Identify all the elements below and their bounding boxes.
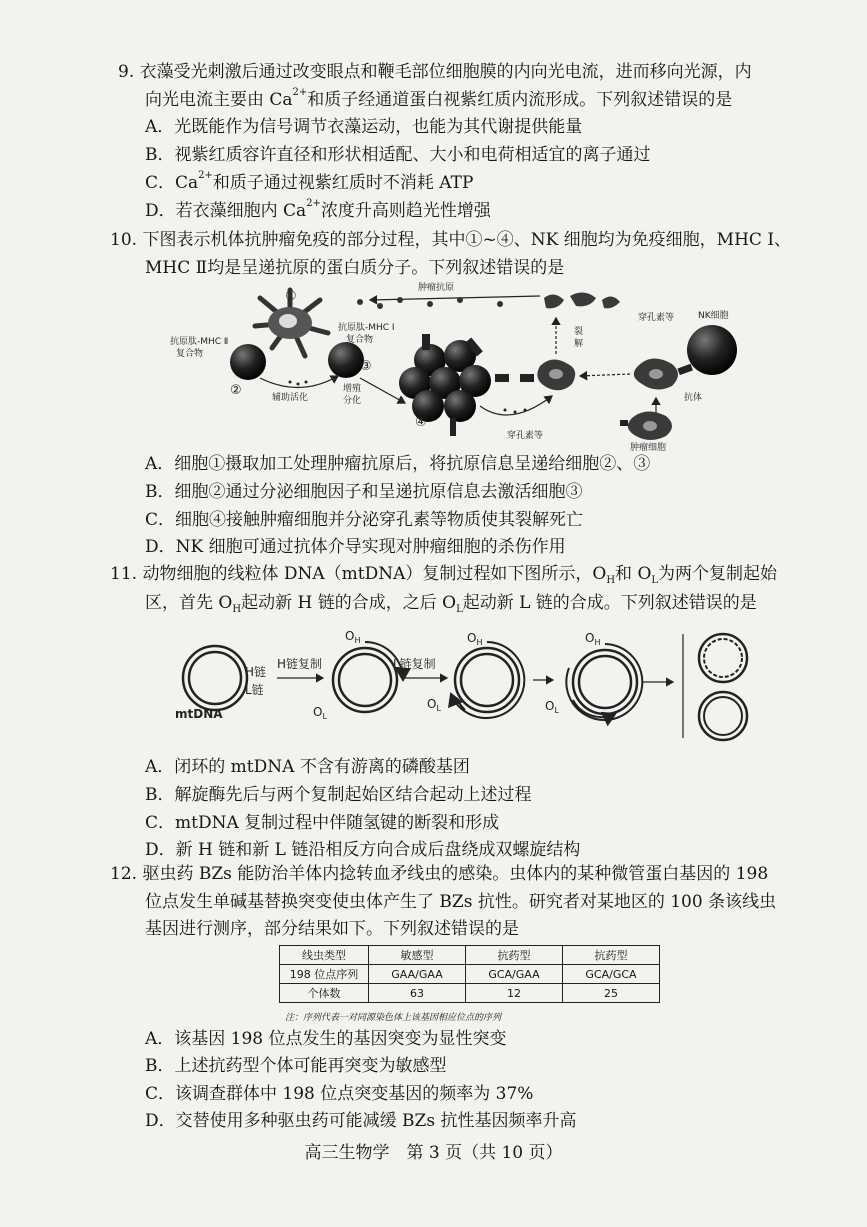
label-lysis-1: 裂 [574, 327, 584, 337]
table-row [280, 946, 660, 965]
table-cell: GCA/GCA [563, 965, 660, 984]
tumor-cell-right-icon [634, 358, 693, 389]
label-ol-3: $O_L$ [545, 699, 559, 715]
table-note: 注：序列代表一对同源染色体上该基因相应位点的序列 [285, 1013, 502, 1023]
label-cell-1: ① [285, 289, 297, 304]
q9-option-c [145, 171, 473, 195]
label-h-replication: H链复制 [277, 657, 323, 671]
label-mhc1-line2: 复合物 [346, 335, 374, 345]
q10-option-a: A．细胞①摄取加工处理肿瘤抗原后，将抗原信息呈递给细胞②、③ [145, 454, 651, 474]
label-helper-activation: 辅助活化 [272, 393, 309, 403]
q12-option-b: B．上述抗药型个体可能再突变为敏感型 [145, 1056, 447, 1076]
q9-option-c-pre: C．Ca [145, 173, 199, 193]
q11-option-d: D．新 H 链和新 L 链沿相反方向合成后盘绕成双螺旋结构 [145, 840, 581, 860]
label-prolif-line1: 增殖 [343, 384, 362, 394]
q9-line-2 [145, 88, 732, 112]
sequencing-table [279, 945, 660, 1003]
q9-option-d [145, 199, 491, 223]
tumor-cell-middle-icon [520, 359, 575, 390]
helper-activation-arrow [260, 376, 338, 388]
q10-line-1 [110, 228, 791, 252]
q11-text-2a: 区，首先 O [145, 593, 233, 613]
q12-line-3: 基因进行测序，部分结果如下。下列叙述错误的是 [145, 919, 519, 939]
table-cell: 63 [369, 984, 466, 1003]
q11-line-2 [145, 591, 757, 615]
table-cell: 抗药型 [466, 946, 563, 965]
q9-option-d-pre: D．若衣藻细胞内 Ca [145, 201, 307, 221]
q11-line-1 [110, 562, 777, 586]
q11-sub-3: H [232, 604, 242, 615]
q10-number: 10. [110, 230, 138, 250]
immune-process-figure [160, 278, 750, 453]
q9-option-d-post: 浓度升高则趋光性增强 [320, 201, 491, 221]
mtdna-circle-1 [183, 646, 247, 710]
page-footer: 高三生物学 第 3 页（共 10 页） [304, 1143, 563, 1163]
q11-sub-4: L [456, 604, 463, 615]
label-tumor-antigen: 肿瘤抗原 [418, 283, 455, 293]
label-oh-2: $O_H$ [467, 631, 483, 647]
q9-ca-superscript: 2+ [292, 87, 308, 98]
label-mhc2-line1: 抗原肽-MHC Ⅱ [170, 337, 229, 347]
mtdna-circle-2 [333, 642, 403, 712]
q12-text-1: 驱虫药 BZs 能防治羊体内捻转血矛线虫的感染。虫体内的某种微管蛋白基因的 198 [142, 864, 769, 884]
q11-number: 11. [110, 564, 138, 584]
label-perforin-upper: 穿孔素等 [638, 313, 675, 323]
mtdna-circle-3 [451, 642, 524, 718]
lysed-tumor-fragments-icon [544, 292, 620, 308]
label-mhc1-line1: 抗原肽-MHC Ⅰ [338, 323, 395, 333]
table-cell: 个体数 [280, 984, 369, 1003]
q11-option-a: A．闭环的 mtDNA 不含有游离的磷酸基团 [145, 757, 470, 777]
q10-text-1: 下图表示机体抗肿瘤免疫的部分过程，其中①~④、NK 细胞均为免疫细胞，MHC Ⅰ、 [142, 230, 792, 250]
label-ol-1: $O_L$ [313, 705, 327, 721]
q9-line-1 [118, 60, 752, 84]
label-cell-4: ④ [415, 415, 427, 430]
q11-sub-2: L [651, 575, 659, 586]
q9-option-c-sup: 2+ [198, 170, 213, 181]
table-cell: 线虫类型 [280, 946, 369, 965]
q12-option-d: D．交替使用多种驱虫药可能减缓 BZs 抗性基因频率升高 [145, 1111, 577, 1131]
nk-cell-icon [687, 325, 737, 375]
daughter-circle-top [699, 634, 747, 682]
q9-option-d-sup: 2+ [306, 198, 321, 209]
label-cell-3: ③ [360, 359, 372, 374]
table-cell: 12 [466, 984, 563, 1003]
label-l-chain: L链 [245, 683, 264, 697]
cell-2-icon [230, 344, 266, 380]
label-l-replication: L链复制 [393, 657, 436, 671]
q11-option-b: B．解旋酶先后与两个复制起始区结合起动上述过程 [145, 785, 532, 805]
table-cell: GCA/GAA [466, 965, 563, 984]
label-h-chain: H链 [245, 665, 267, 679]
label-mhc2-line2: 复合物 [176, 349, 204, 359]
table-cell: 抗药型 [563, 946, 660, 965]
table-cell: 25 [563, 984, 660, 1003]
label-nk-cell: NK细胞 [698, 311, 729, 321]
q11-text-2c: 起动新 L 链的合成。下列叙述错误的是 [462, 593, 757, 613]
table-cell: 198 位点序列 [280, 965, 369, 984]
nk-kill-arrow [580, 374, 630, 376]
tumor-cell-bottom-icon [620, 411, 672, 440]
mtdna-replication-figure [165, 628, 755, 753]
label-oh-3: $O_H$ [585, 631, 601, 647]
q12-line-1 [110, 862, 768, 886]
q9-option-b: B．视紫红质容许直径和形状相适配、大小和电荷相适宜的离子通过 [145, 145, 651, 165]
q11-text-2b: 起动新 H 链的合成，之后 O [241, 593, 457, 613]
proliferation-arrow [360, 378, 405, 403]
q9-text-1: 衣藻受光刺激后通过改变眼点和鞭毛部位细胞膜的内向光电流，进而移向光源，内 [139, 62, 752, 82]
label-ol-2: $O_L$ [427, 697, 441, 713]
q9-text-2b: 和质子经通道蛋白视紫红质内流形成。下列叙述错误的是 [307, 90, 733, 110]
q9-option-a: A．光既能作为信号调节衣藻运动，也能为其代谢提供能量 [145, 117, 583, 137]
q11-sub-1: H [606, 575, 616, 586]
q11-text-1c: 为两个复制起始 [658, 564, 778, 584]
q12-option-c: C．该调查群体中 198 位点突变基因的频率为 37% [145, 1084, 534, 1104]
q12-line-2: 位点发生单碱基替换突变使虫体产生了 BZs 抗性。研究者对某地区的 100 条该线虫 [145, 892, 777, 912]
daughter-circle-bottom [699, 692, 747, 740]
q10-option-b: B．细胞②通过分泌细胞因子和呈递抗原信息去激活细胞③ [145, 482, 583, 502]
table-row [280, 984, 660, 1003]
q11-text-1b: 和 O [615, 564, 652, 584]
q9-number: 9. [118, 62, 135, 82]
q10-option-d: D．NK 细胞可通过抗体介导实现对肿瘤细胞的杀伤作用 [145, 537, 566, 557]
q9-text-2a: 向光电流主要由 Ca [145, 90, 293, 110]
label-oh-1: $O_H$ [345, 629, 361, 645]
table-cell: 敏感型 [369, 946, 466, 965]
label-cell-2: ② [230, 383, 242, 398]
q10-line-2: MHC Ⅱ均是呈递抗原的蛋白质分子。下列叙述错误的是 [145, 258, 565, 278]
q12-number: 12. [110, 864, 138, 884]
q9-option-c-post: 和质子通过视紫红质时不消耗 ATP [212, 173, 474, 193]
q11-text-1a: 动物细胞的线粒体 DNA（mtDNA）复制过程如下图所示，O [142, 564, 607, 584]
table-row [280, 965, 660, 984]
tumor-antigen-arrow [370, 296, 540, 300]
label-prolif-line2: 分化 [343, 396, 362, 406]
q11-option-c: C．mtDNA 复制过程中伴随氢键的断裂和形成 [145, 813, 500, 833]
label-antibody: 抗体 [684, 393, 703, 403]
q12-option-a: A．该基因 198 位点发生的基因突变为显性突变 [145, 1029, 507, 1049]
label-mtdna: mtDNA [175, 707, 223, 721]
cell-3-icon [328, 342, 364, 378]
mtdna-circle-4 [566, 644, 642, 720]
label-tumor-cell: 肿瘤细胞 [630, 443, 667, 453]
label-lysis-2: 解 [574, 339, 584, 349]
label-perforin-lower: 穿孔素等 [507, 431, 544, 441]
table-cell: GAA/GAA [369, 965, 466, 984]
q10-option-c: C．细胞④接触肿瘤细胞并分泌穿孔素等物质使其裂解死亡 [145, 510, 584, 530]
